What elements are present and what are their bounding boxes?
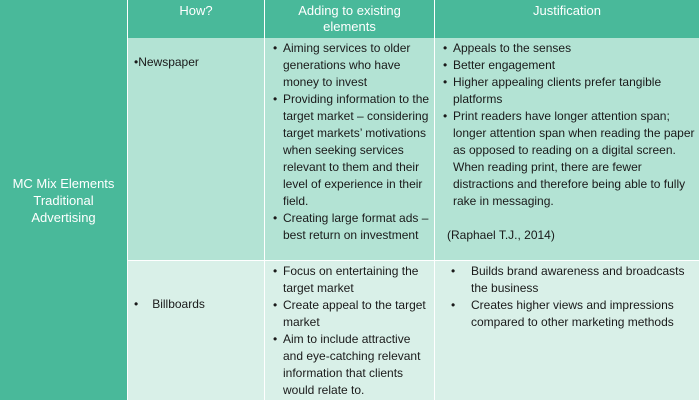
list-item: • Print readers have longer attention span; longer attention span when reading the paper as opposed to reading on a digital screen. When reading print, there are fewer distractions and therefore being able to fully rake in messaging. [443, 109, 695, 208]
row-group-label [0, 0, 128, 400]
list-item-text: Focus on entertaining the target market [283, 264, 419, 295]
row-billboards-justification [435, 261, 699, 400]
list-item-text: Providing information to the target market – considering target markets’ motivations when seeking services relevant to them and their level of experience in their field. [283, 92, 430, 208]
row-group-label-line3: Advertising [31, 209, 96, 225]
how-billboards [128, 261, 264, 313]
list-item-text: Higher appealing clients prefer tangible platforms [453, 75, 662, 106]
list-item-text: Aim to include attractive and eye-catching relevant information that clients would relate to. [283, 332, 421, 397]
list-item: • Better engagement [443, 58, 556, 72]
how-newspaper-bullet: • [134, 55, 139, 69]
how-billboards-text: Billboards [152, 297, 205, 311]
list-item-text: Print readers have longer attention span; longer attention span when reading the paper as opposed to reading on a digital screen. When reading print, there are fewer distractions and therefore being able to fully rake in messaging. [453, 109, 695, 208]
list-item: • Builds brand awareness and broadcasts the business [451, 264, 685, 295]
list-item: • Creating large format ads – best return on investment [273, 211, 429, 242]
list-item: • Aim to include attractive and eye-catching relevant information that clients would relate to. [273, 332, 421, 397]
justification-list-billboards [435, 261, 699, 331]
how-newspaper-text: Newspaper [138, 55, 199, 69]
list-item: • Providing information to the target market – considering target markets’ motivations when seeking services relevant to them and their level of experience in their field. [273, 92, 430, 208]
adding-list-newspaper [265, 38, 434, 244]
header-adding-text: Adding to existing elements [298, 3, 401, 34]
row-billboards-how [128, 261, 265, 400]
header-justification [435, 0, 699, 38]
row-billboards-adding [265, 261, 435, 400]
list-item: • Higher appealing clients prefer tangible platforms [443, 75, 662, 106]
list-item-text: Create appeal to the target market [283, 298, 426, 329]
header-how [128, 0, 265, 38]
list-item-text: Better engagement [453, 58, 556, 72]
row-newspaper-adding [265, 38, 435, 261]
list-item: • Creates higher views and impressions compared to other marketing methods [451, 298, 674, 329]
list-item-text: Creating large format ads – best return on investment [283, 211, 429, 242]
adding-list-billboards [265, 261, 434, 399]
citation: (Raphael T.J., 2014) [447, 228, 555, 242]
list-item-text: Appeals to the senses [453, 41, 572, 55]
how-billboards-bullet: • [134, 297, 139, 311]
list-item: • Appeals to the senses [443, 41, 572, 55]
list-item-text: Creates higher views and impressions compared to other marketing methods [471, 298, 674, 329]
justification-list-newspaper [435, 38, 699, 210]
list-item: • Focus on entertaining the target market [273, 264, 419, 295]
row-newspaper-how [128, 38, 265, 261]
list-item: • Create appeal to the target market [273, 298, 426, 329]
list-item-text: Builds brand awareness and broadcasts the business [471, 264, 685, 295]
row-newspaper-justification [435, 38, 699, 261]
list-item-text: Aiming services to older generations who have money to invest [283, 41, 411, 89]
list-item: • Aiming services to older generations who have money to invest [273, 41, 411, 89]
row-group-label-line2: Traditional [33, 192, 94, 208]
header-adding [265, 0, 435, 38]
row-group-label-line1: MC Mix Elements [12, 175, 115, 191]
header-how-text: How? [179, 3, 213, 18]
header-justification-text: Justification [533, 3, 601, 18]
how-newspaper [128, 38, 264, 71]
